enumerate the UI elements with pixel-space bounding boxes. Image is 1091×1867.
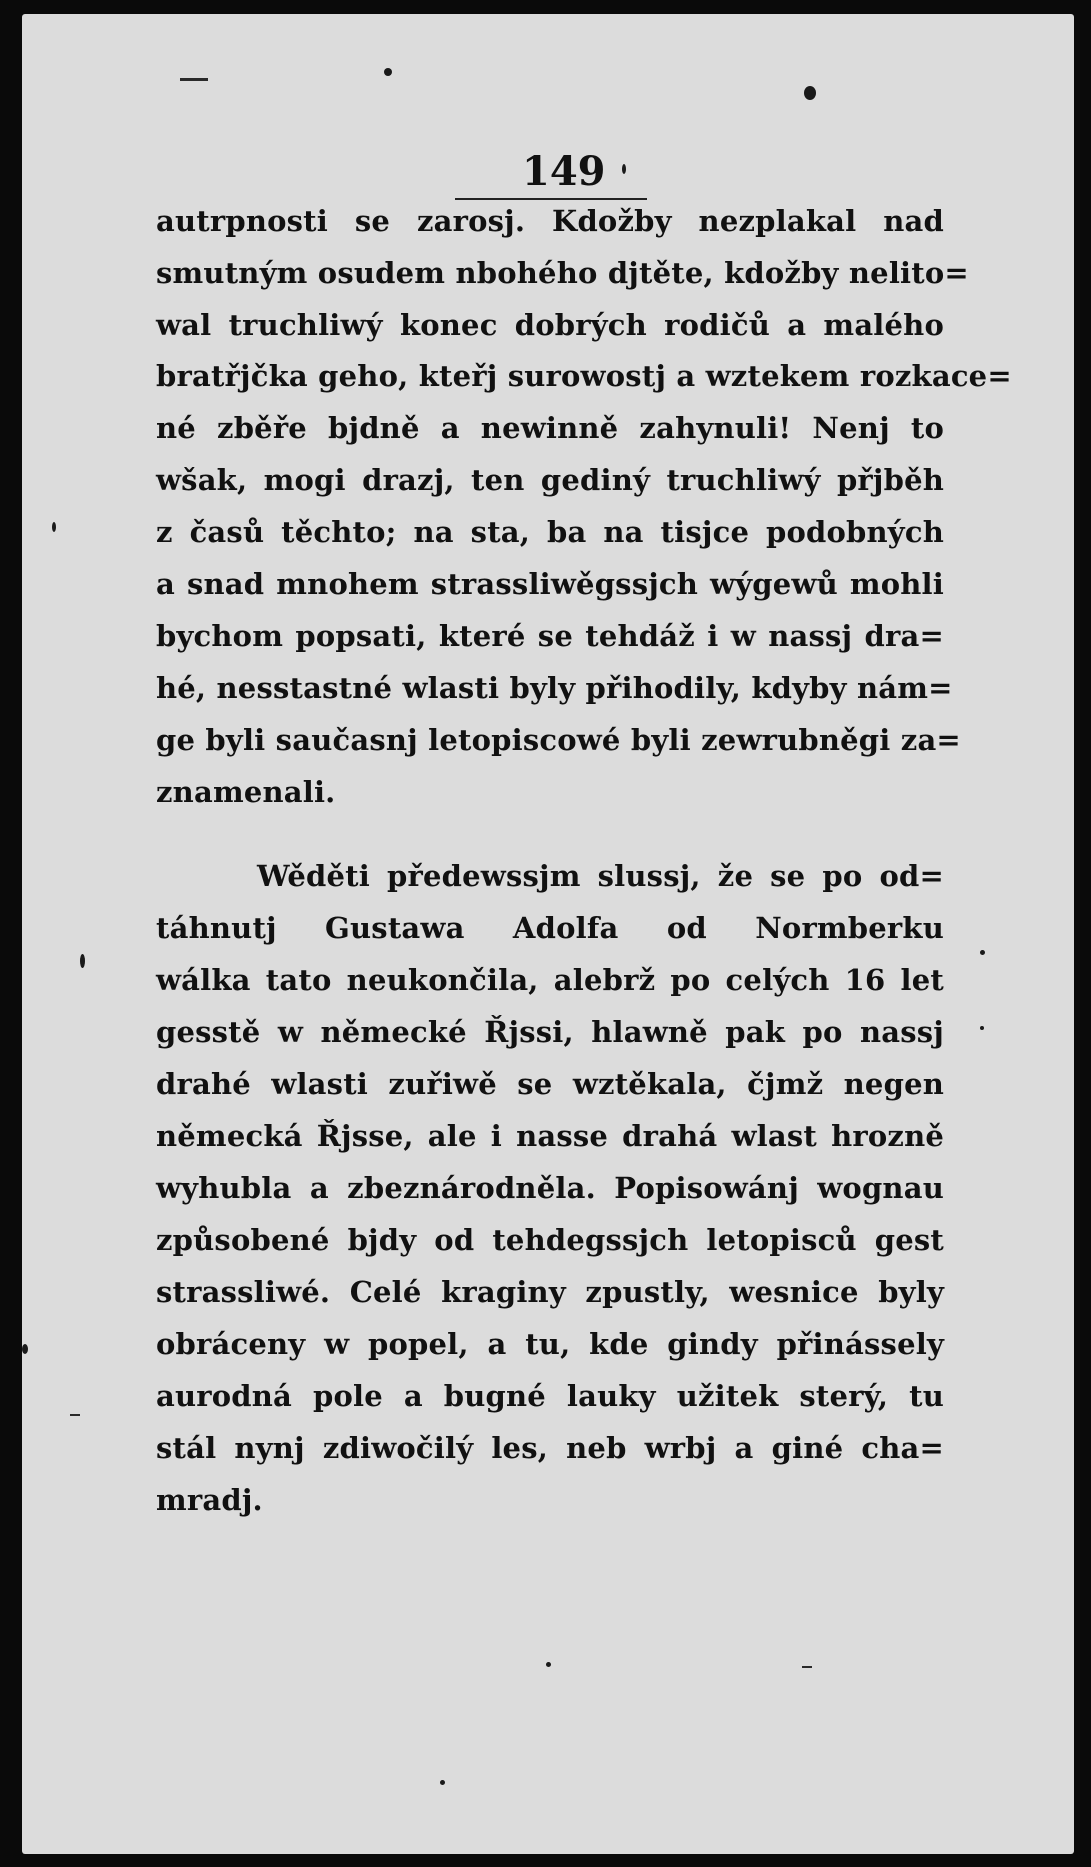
text-line: obráceny w popel, a tu, kde gindy přinássely <box>156 1327 944 1361</box>
text-line: hé, nesstastné wlasti byly přihodily, kdyby nám= <box>156 671 953 705</box>
text-line: wal truchliwý konec dobrých rodičů a malého <box>156 308 944 342</box>
text-line: bratřjčka geho, kteřj surowostj a wztekem rozkace= <box>156 359 1012 393</box>
text-line: wyhubla a zbeznárodněla. Popisowánj wognau <box>156 1171 944 1205</box>
scan-speck <box>180 78 208 81</box>
scan-speck <box>70 1414 80 1416</box>
text-line: způsobené bjdy od tehdegssjch letopisců gest <box>156 1223 944 1257</box>
scan-speck <box>546 1662 551 1667</box>
text-line: aurodná pole a bugné lauky užitek sterý, tu <box>156 1379 944 1413</box>
text-line: znamenali. <box>156 775 336 809</box>
text-line: strassliwé. Celé kraginy zpustly, wesnice byly <box>156 1275 944 1309</box>
scan-speck <box>52 522 56 532</box>
text-line: z časů těchto; na sta, ba na tisjce podobných <box>156 515 944 549</box>
text-line: wálka tato neukončila, alebrž po celých 16 let <box>156 963 944 997</box>
page-number-rule <box>455 198 647 200</box>
text-line: mradj. <box>156 1483 263 1517</box>
text-line: gesstě w německé Řjssi, hlawně pak po nassj <box>156 1015 944 1049</box>
text-line: né zběře bjdně a newinně zahynuli! Nenj to <box>156 411 944 445</box>
text-line: Wěděti předewssjm slussj, že se po od= <box>257 859 944 893</box>
scan-speck <box>980 950 985 955</box>
scan-speck <box>384 68 392 76</box>
text-line: bychom popsati, které se tehdáž i w nassj dra= <box>156 619 944 653</box>
scan-speck <box>804 86 816 100</box>
text-line: autrpnosti se zarosj. Kdožby nezplakal nad <box>156 204 944 238</box>
text-line: ge byli saučasnj letopiscowé byli zewrubněgi za= <box>156 723 961 757</box>
text-line: táhnutj Gustawa Adolfa od Normberku <box>156 911 944 945</box>
text-line: wšak, mogi drazj, ten gediný truchliwý přjběh <box>156 463 944 497</box>
scan-speck <box>980 1026 984 1030</box>
scan-speck <box>440 1780 445 1785</box>
scan-speck <box>22 1344 28 1354</box>
scan-speck <box>802 1666 812 1668</box>
page-number: 149 <box>522 148 606 195</box>
text-line: německá Řjsse, ale i nasse drahá wlast hrozně <box>156 1119 944 1153</box>
text-line: smutným osudem nbohého djtěte, kdožby nelito= <box>156 256 969 290</box>
text-line: stál nynj zdiwočilý les, neb wrbj a giné cha= <box>156 1431 944 1465</box>
book-page <box>22 14 1074 1854</box>
scan-speck <box>80 954 85 968</box>
text-line: drahé wlasti zuřiwě se wztěkala, čjmž negen <box>156 1067 944 1101</box>
scan-speck <box>622 164 626 174</box>
text-line: a snad mnohem strassliwěgssjch wýgewů mohli <box>156 567 944 601</box>
